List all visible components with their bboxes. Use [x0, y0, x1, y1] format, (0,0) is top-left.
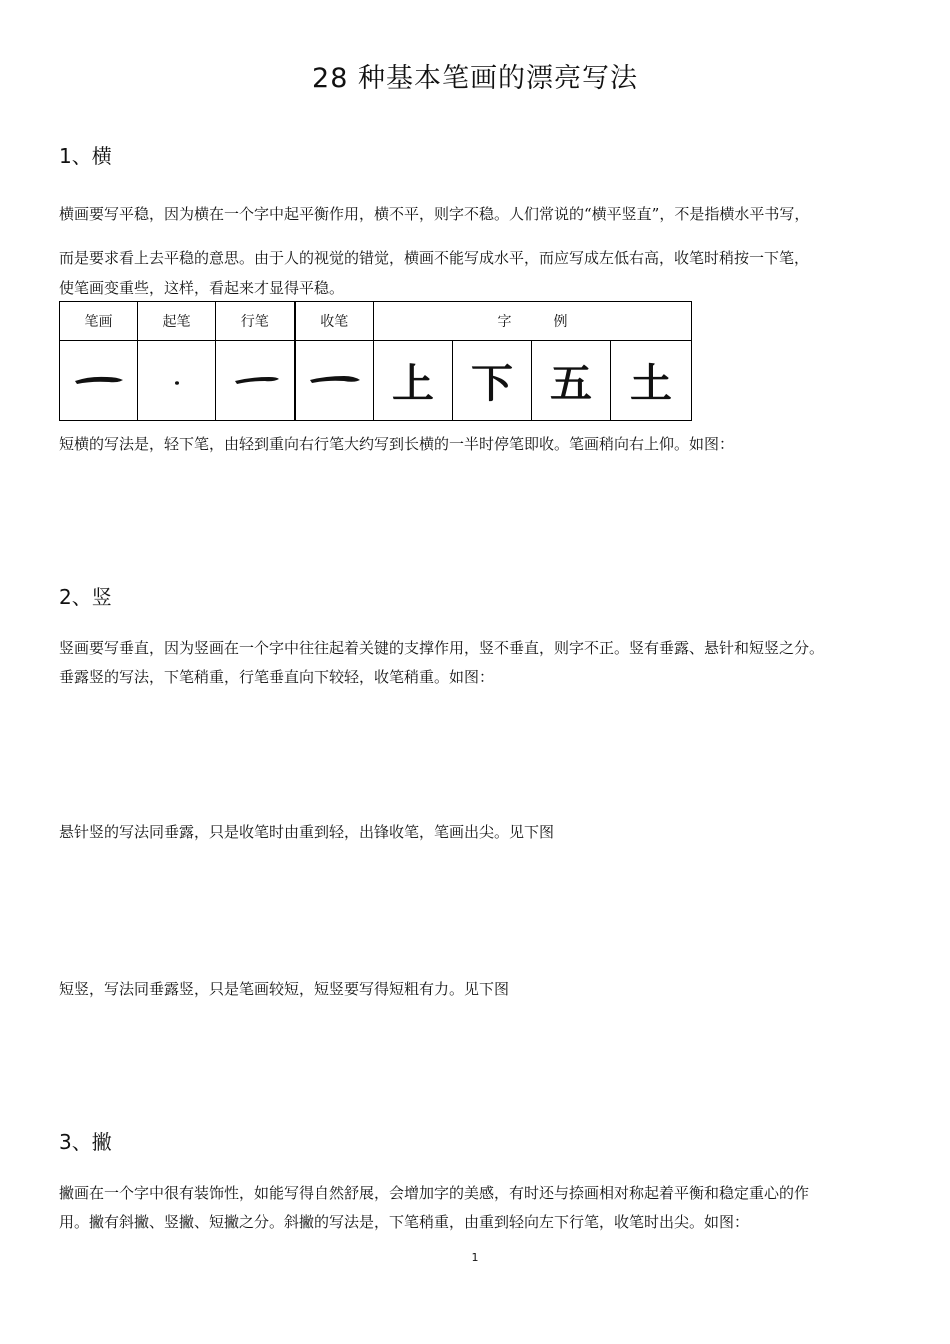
- section-heading-2: 2、竖: [59, 585, 112, 609]
- example-char-3: 五: [532, 341, 611, 421]
- section-3-line-2: 用。撇有斜撇、竖撇、短撇之分。斜撇的写法是，下笔稍重，由重到轻向左下行笔，收笔时出尖。如图：: [59, 1213, 750, 1231]
- section-2-xuanzhen: 悬针竖的写法同垂露，只是收笔时由重到轻，出锋收笔，笔画出尖。见下图: [59, 823, 555, 841]
- section-heading-3: 3、撇: [59, 1130, 112, 1154]
- section-heading-1: 1、横: [59, 144, 112, 168]
- header-end: 收笔: [295, 302, 374, 341]
- header-start: 起笔: [138, 302, 216, 341]
- section-2-line-1: 竖画要写垂直，因为竖画在一个字中往往起着关键的支撑作用，竖不垂直，则字不正。竖有垂露、悬针和短竖之分。: [59, 639, 825, 657]
- example-char-4: 土: [611, 341, 692, 421]
- section-1-line-1: 横画要写平稳，因为横在一个字中起平衡作用，横不平，则字不稳。人们常说的“横平竖直”，不是指横水平书写，: [59, 205, 810, 223]
- stroke-example-table: [59, 301, 692, 421]
- stroke-heng-image: [60, 341, 138, 421]
- section-1-line-2: 而是要求看上去平稳的意思。由于人的视觉的错觉，横画不能写成水平，而应写成左低右高，收笔时稍按一下笔，: [59, 249, 810, 267]
- header-examples: 字 例: [374, 302, 692, 341]
- header-move: 行笔: [216, 302, 295, 341]
- page-number: 1: [471, 1251, 479, 1264]
- section-2-line-2: 垂露竖的写法，下笔稍重，行笔垂直向下较轻，收笔稍重。如图：: [59, 668, 495, 686]
- example-char-2: 下: [453, 341, 532, 421]
- section-1-short-heng: 短横的写法是，轻下笔，由轻到重向右行笔大约写到长横的一半时停笔即收。笔画稍向右上仰。如图：: [59, 435, 735, 453]
- example-char-1: 上: [374, 341, 453, 421]
- section-2-duanshu: 短竖，写法同垂露竖，只是笔画较短，短竖要写得短粗有力。见下图: [59, 980, 510, 998]
- section-1-line-3: 使笔画变重些，这样，看起来才显得平稳。: [59, 279, 345, 297]
- stroke-move-image: [216, 341, 295, 421]
- stroke-end-image: [295, 341, 374, 421]
- page-title: 28 种基本笔画的漂亮写法: [312, 63, 638, 94]
- section-3-line-1: 撇画在一个字中很有装饰性，如能写得自然舒展，会增加字的美感，有时还与捺画相对称起着平衡和稳定重心的作: [59, 1184, 810, 1202]
- header-stroke: 笔画: [60, 302, 138, 341]
- stroke-start-dot-image: [138, 341, 216, 421]
